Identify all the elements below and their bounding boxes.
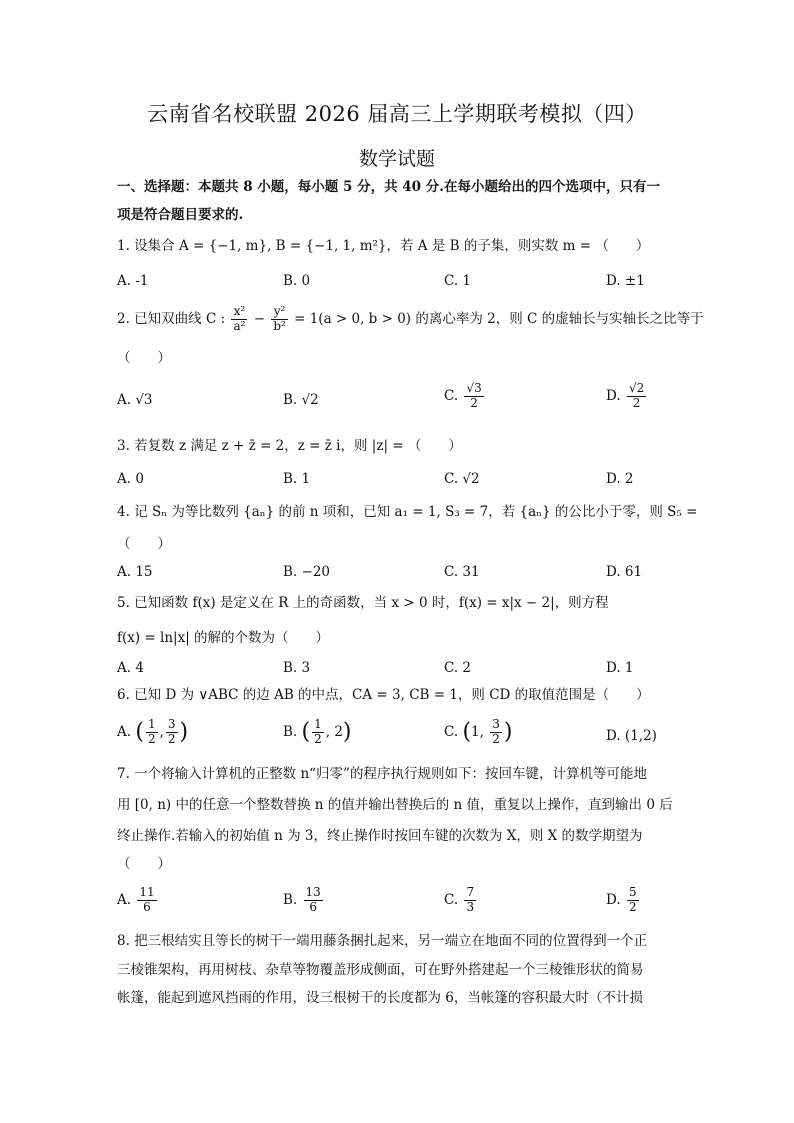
q6-c-head: 1, <box>471 723 489 740</box>
q2-frac1-num: x² <box>231 305 247 320</box>
q7-option-d-label: D. <box>606 891 621 908</box>
q3-stem: 3. 若复数 z 满足 z + z̄ = 2，z = z̄ i，则 |z| = （ ） <box>117 438 462 454</box>
q2-option-c-label: C. <box>444 387 459 404</box>
q7-option-d-frac <box>627 886 639 915</box>
q2-option-c-den: 2 <box>470 395 478 410</box>
q6-option-b-frac <box>312 718 324 747</box>
page-title: 云南省名校联盟 2026 届高三上学期联考模拟（四） <box>147 102 647 126</box>
q1-option-b: B. 0 <box>283 273 311 289</box>
q7-option-b <box>283 886 325 915</box>
q6-option-a-close-paren: ) <box>179 719 189 745</box>
page-subtitle: 数学试题 <box>358 148 435 170</box>
q3-option-c: C. √2 <box>444 471 480 487</box>
q6-option-c-label: C. <box>444 723 459 740</box>
q4-option-b: B. −20 <box>283 564 330 580</box>
q5-stem: 5. 已知函数 f(x) 是定义在 R 上的奇函数，当 x > 0 时，f(x) = x|x − 2|，则方程 <box>117 595 609 611</box>
q1-stem: 1. 设集合 A = {−1, m}, B = {−1, 1, m²}，若 A 是 B 的子集，则实数 m = （ ） <box>117 238 650 254</box>
q6-a-d2: 2 <box>167 731 176 746</box>
q2-option-c-fraction <box>464 382 483 411</box>
q2-fraction-y <box>271 305 288 334</box>
section-heading-line2: 项是符合题目要求的. <box>117 207 244 223</box>
q2-frac2-den: b² <box>273 318 286 333</box>
q6-option-a-open-paren: ( <box>135 719 144 745</box>
q7-option-c-label: C. <box>444 891 459 908</box>
q4-option-d: D. 61 <box>606 564 643 580</box>
q1-option-d: D. ±1 <box>606 273 645 289</box>
q1-option-a: A. -1 <box>117 273 149 289</box>
q5-option-d: D. 1 <box>606 660 634 676</box>
q8-line3: 帐篷，能起到遮风挡雨的作用，设三根树干的长度都为 6，当帐篷的容积最大时（不计损 <box>117 990 643 1006</box>
q7-a-num: 11 <box>139 885 155 899</box>
q6-option-b-label: B. <box>283 723 298 740</box>
q7-line3: 终止操作.若输入的初始值 n 为 3，终止操作时按回车键的次数为 X，则 X 的数学期望为 <box>117 828 643 844</box>
q6-option-b <box>283 718 352 747</box>
q6-option-b-close-paren: ) <box>342 719 352 745</box>
q6-option-c-close-paren: ) <box>503 719 513 745</box>
q7-b-num: 13 <box>305 885 321 899</box>
q8-line1: 8. 把三根结实且等长的树干一端用藤条捆扎起来，另一端立在地面不同的位置得到一个正 <box>117 933 648 949</box>
q6-option-c-open-paren: ( <box>462 719 472 745</box>
q5-option-c: C. 2 <box>444 660 472 676</box>
q6-option-a-frac2 <box>166 718 178 747</box>
q2-option-d-den: 2 <box>632 395 641 410</box>
q2-option-d-label: D. <box>606 387 621 404</box>
q4-stem: 4. 记 Sₙ 为等比数列 {aₙ} 的前 n 项和，已知 a₁ = 1, S₃ = 7，若 {aₙ} 的公比小于零，则 S₅ = <box>117 504 698 520</box>
q2-minus: − <box>253 310 266 327</box>
q6-c-d2: 2 <box>492 731 500 746</box>
q7-option-b-label: B. <box>283 891 298 908</box>
q2-fraction-x <box>231 305 247 334</box>
q8-line2: 三棱锥架构，再用树枝、杂草等物覆盖形成侧面，可在野外搭建起一个三棱锥形状的简易 <box>117 962 644 978</box>
q7-c-den: 3 <box>466 899 475 914</box>
q7-option-c <box>444 886 478 915</box>
q7-c-num: 7 <box>466 885 475 899</box>
section-heading-line1: 一、选择题：本题共 8 小题，每小题 5 分，共 40 分.在每小题给出的四个选项中，只有一 <box>117 179 660 195</box>
q4-option-c: C. 31 <box>444 564 480 580</box>
q6-b-tail: , 2 <box>325 723 343 740</box>
q7-option-a-frac <box>137 886 156 915</box>
q2-option-c <box>444 382 486 411</box>
q4-stem-line2: （ ） <box>117 536 171 552</box>
q2-frac1-den: a² <box>233 318 246 333</box>
q5-stem-line2: f(x) = ln|x| 的解的个数为（ ） <box>117 630 330 646</box>
q6-option-c-frac <box>490 718 502 747</box>
q3-option-d: D. 2 <box>606 471 634 487</box>
q6-b-d1: 2 <box>314 731 322 746</box>
q7-line4: （ ） <box>117 856 171 872</box>
q7-d-num: 5 <box>628 885 637 899</box>
q6-option-a: A. ( $\frac{1}{2}$ , $\frac{3}{2}$ ) <box>117 717 189 746</box>
q5-option-b: B. 3 <box>283 660 311 676</box>
q6-a-n1: 1 <box>147 717 156 731</box>
q2-option-d <box>606 382 648 411</box>
q7-line2: 用 [0, n) 中的任意一个整数替换 n 的值并输出替换后的 n 值，重复以上操作，直到输出 0 后 <box>117 797 673 813</box>
q7-line1: 7. 一个将输入计算机的正整数 n“归零”的程序执行规则如下：按回车键，计算机等可能地 <box>117 766 647 782</box>
q6-a-d1: 2 <box>147 731 156 746</box>
q2-option-b: B. √2 <box>283 392 319 408</box>
q7-option-a-label: A. <box>117 891 132 908</box>
q5-option-a: A. 4 <box>117 660 144 676</box>
q3-option-a: A. 0 <box>117 471 144 487</box>
q6-option-b-open-paren: ( <box>301 719 311 745</box>
q2-stem <box>117 304 704 334</box>
q7-option-b-frac <box>304 886 323 915</box>
q3-option-b: B. 1 <box>283 471 311 487</box>
q7-a-den: 6 <box>143 899 151 914</box>
q6-b-n1: 1 <box>314 717 322 731</box>
q7-b-den: 6 <box>309 899 317 914</box>
q6-stem: 6. 已知 D 为 ∨ABC 的边 AB 的中点，CA = 3, CB = 1，则 CD 的取值范围是（ ） <box>117 687 650 703</box>
q2-option-c-num: √3 <box>466 381 482 395</box>
q6-option-a-frac1 <box>146 718 158 747</box>
q6-a-n2: 3 <box>167 717 176 731</box>
q2-stem-line2: （ ） <box>117 350 171 366</box>
q7-option-d <box>606 886 641 915</box>
q2-option-d-num: √2 <box>628 381 645 395</box>
q6-option-d: D. (1,2) <box>606 728 657 744</box>
q6-c-n2: 3 <box>492 717 500 731</box>
q2-option-a: A. √3 <box>117 392 153 408</box>
q7-d-den: 2 <box>628 899 637 914</box>
q7-option-c-frac <box>464 886 476 915</box>
q2-frac2-num: y² <box>271 305 288 320</box>
q1-option-c: C. 1 <box>444 273 472 289</box>
q2-stem-prefix: 2. 已知双曲线 C : <box>117 310 226 327</box>
q6-option-c <box>444 718 512 747</box>
q2-option-d-fraction <box>627 382 646 411</box>
q6-option-a-label: A. <box>117 723 132 740</box>
q2-stem-suffix: = 1(a > 0, b > 0) 的离心率为 2，则 C 的虚轴长与实轴长之比等于 <box>294 310 704 327</box>
q7-option-a <box>117 886 159 915</box>
q4-option-a: A. 15 <box>117 564 153 580</box>
